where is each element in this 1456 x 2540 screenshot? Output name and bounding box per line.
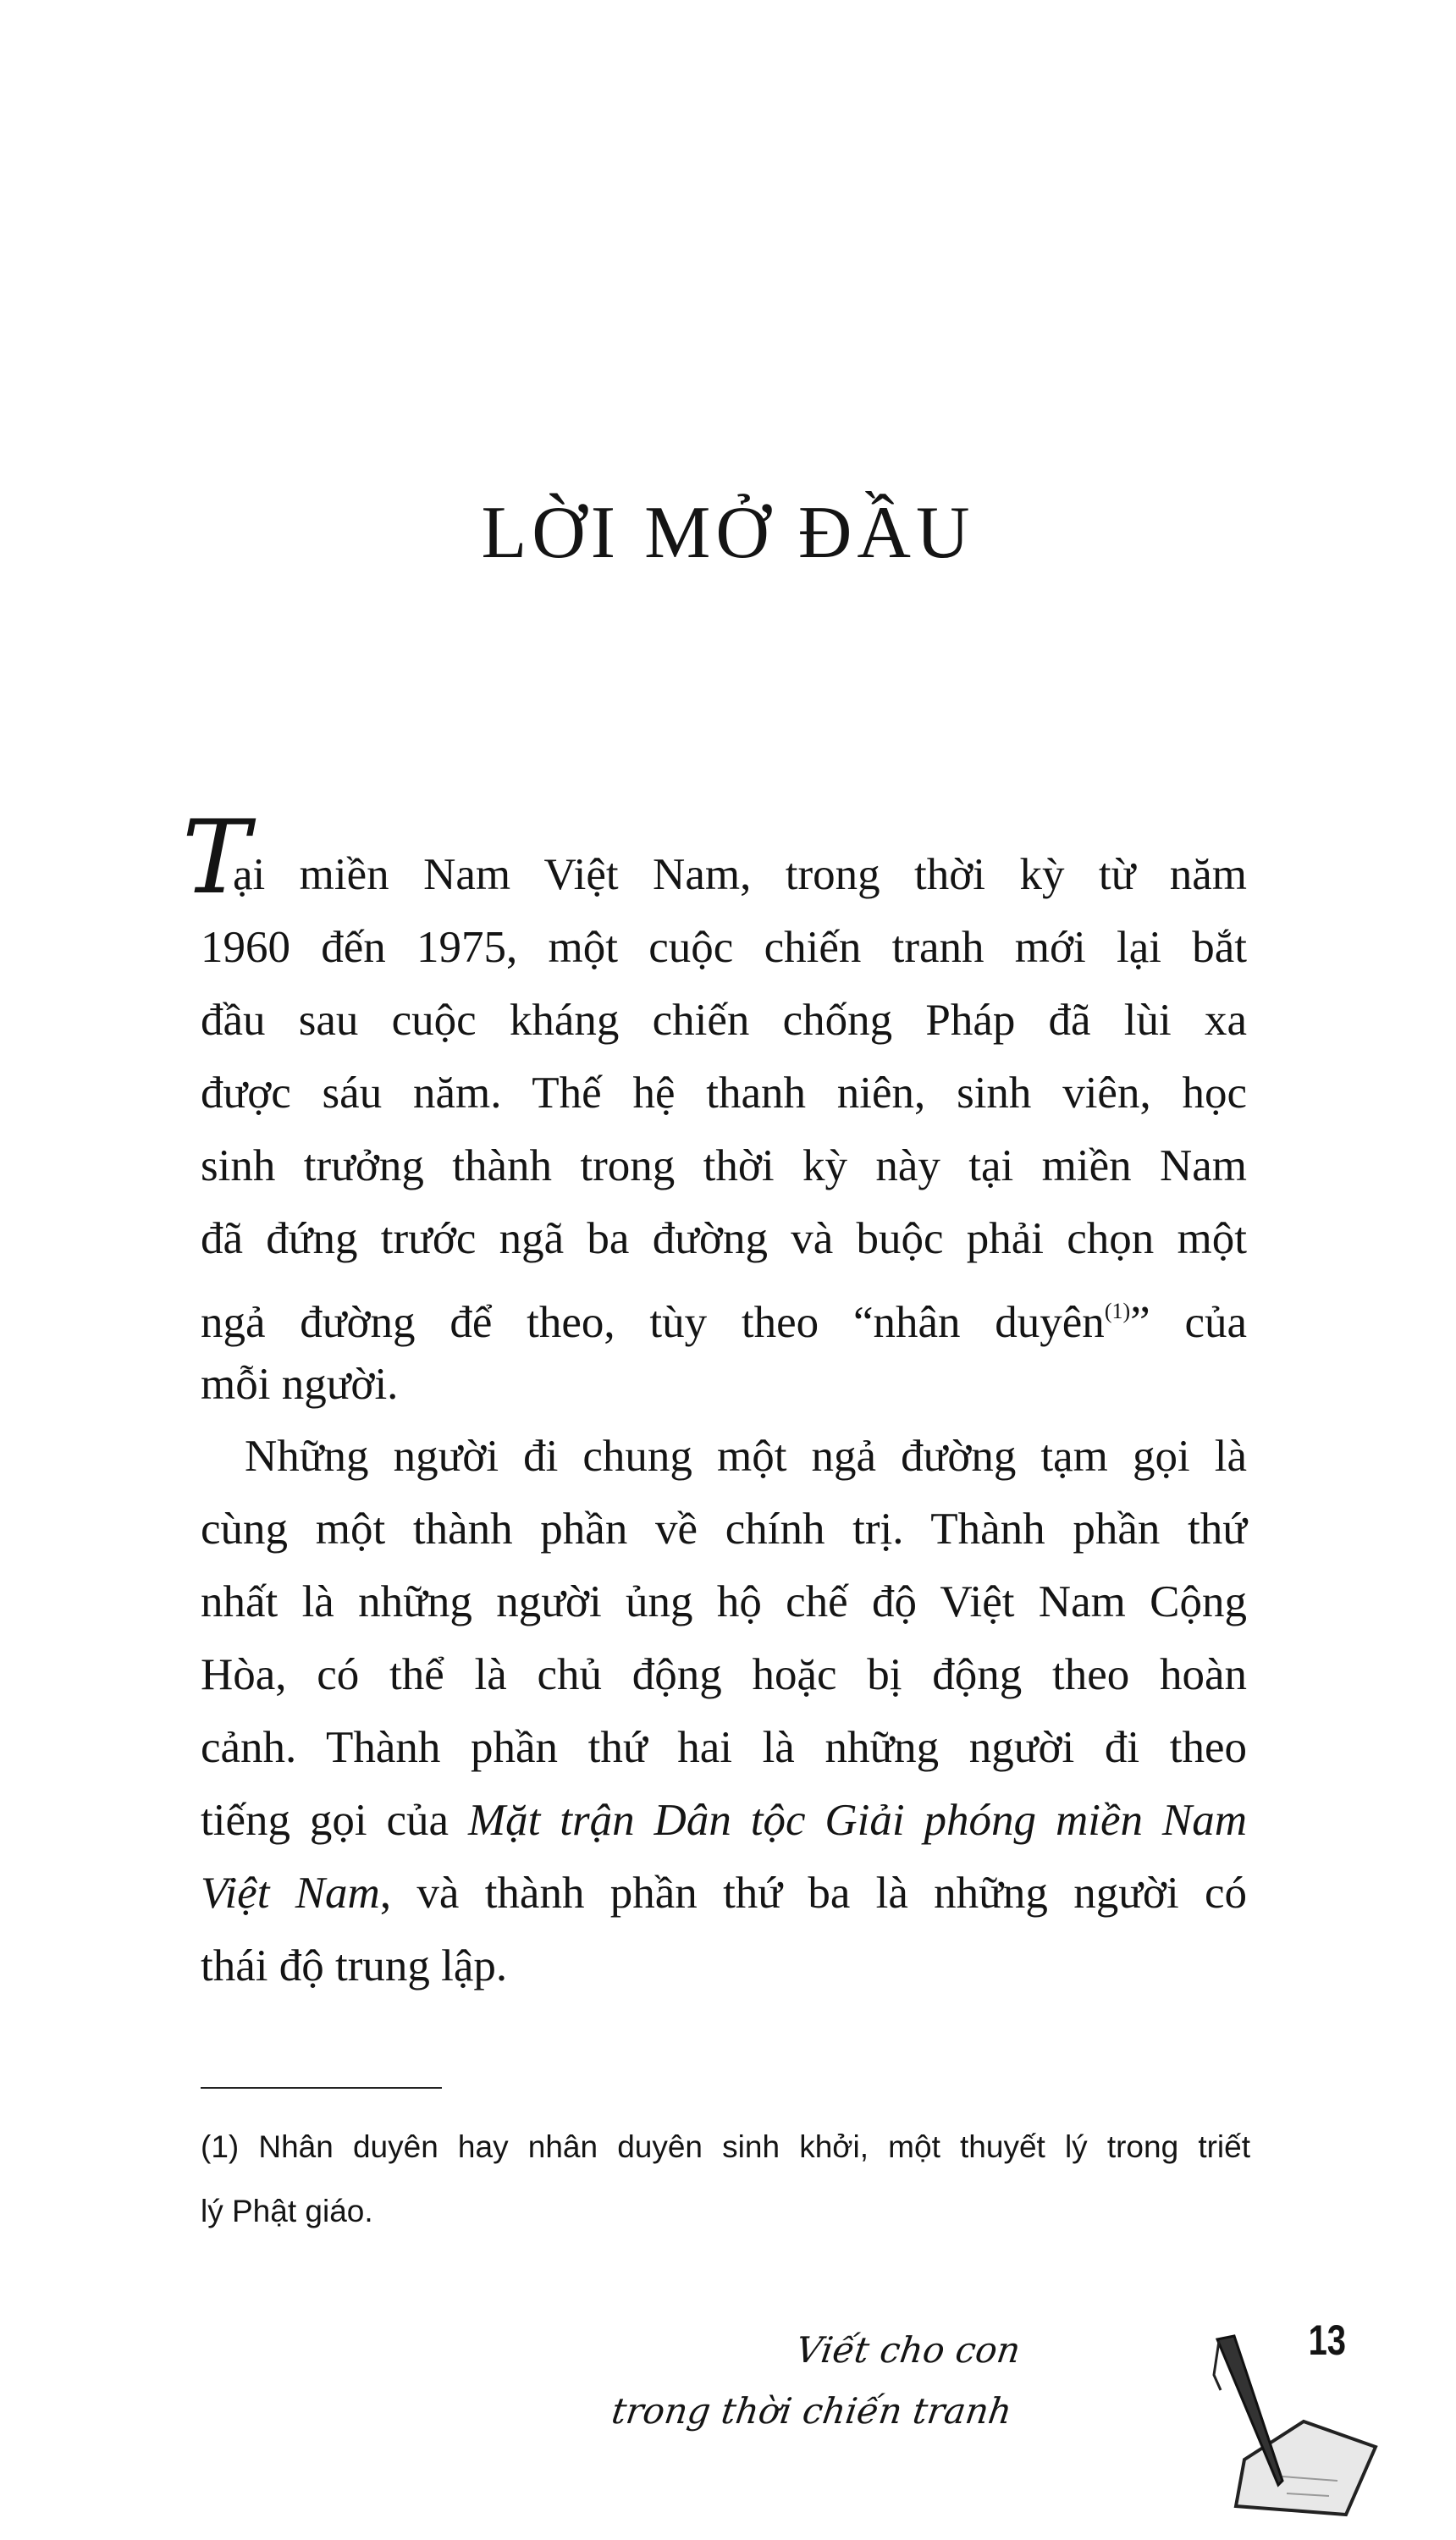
text-line — [201, 1420, 1247, 1493]
text-segment: 1960 đến 1975, một cuộc chiến tranh mới lại bắt — [201, 923, 1247, 972]
footnote-ref: (1) — [1104, 1299, 1131, 1323]
text-line — [201, 1202, 1247, 1275]
text-segment: tiếng gọi của — [201, 1796, 468, 1845]
text-segment: , và thành phần thứ ba là những người có — [379, 1869, 1247, 1918]
text-segment: Hòa, có thể là chủ động hoặc bị động theo hoàn — [201, 1650, 1247, 1699]
text-line — [201, 1057, 1247, 1129]
text-line — [201, 1275, 1247, 1348]
drop-cap: T — [182, 799, 251, 917]
text-segment: lý Phật giáo. — [201, 2194, 373, 2228]
text-segment: đầu sau cuộc kháng chiến chống Pháp đã lùi xa — [201, 996, 1247, 1045]
paragraph-1 — [182, 799, 1247, 1421]
text-segment: ngả đường để theo, tùy theo “nhân duyên — [201, 1298, 1105, 1347]
text-line — [201, 1493, 1247, 1565]
italic-text: Việt Nam — [201, 1869, 380, 1918]
text-segment: được sáu năm. Thế hệ thanh niên, sinh viên, học — [201, 1068, 1247, 1118]
chapter-title: LỜI MỞ ĐẦU — [481, 491, 975, 574]
text-line — [201, 1638, 1247, 1711]
text-segment: đã đứng trước ngã ba đường và buộc phải chọn một — [201, 1214, 1247, 1263]
italic-text: Mặt trận Dân tộc Giải phóng miền Nam — [468, 1796, 1248, 1845]
paragraph-2 — [201, 1420, 1247, 2002]
page-number: 13 — [1308, 2316, 1347, 2364]
text-line — [201, 984, 1247, 1057]
text-segment: cảnh. Thành phần thứ hai là những người đi theo — [201, 1723, 1247, 1772]
text-segment: (1) Nhân duyên hay nhân duyên sinh khởi, một thuyết lý trong triết — [201, 2129, 1250, 2164]
text-segment: ” của — [1130, 1298, 1247, 1347]
text-segment: sinh trưởng thành trong thời kỳ này tại miền Nam — [201, 1141, 1247, 1190]
footnote-divider — [201, 2087, 442, 2089]
text-line — [201, 1129, 1247, 1202]
text-segment: cùng một thành phần về chính trị. Thành phần thứ — [201, 1505, 1247, 1554]
text-line — [201, 1565, 1247, 1638]
book-title-signature — [608, 2320, 1024, 2442]
text-segment: thái độ trung lập. — [201, 1941, 508, 1991]
book-title-line2: trong thời chiến tranh — [609, 2390, 1015, 2432]
text-line — [201, 911, 1247, 984]
text-segment: nhất là những người ủng hộ chế độ Việt Nam Cộng — [201, 1577, 1247, 1626]
text-line — [201, 1784, 1247, 1857]
text-line — [201, 838, 1247, 911]
text-segment: Những người đi chung một ngả đường tạm gọi là — [245, 1432, 1247, 1481]
text-line — [201, 2115, 1250, 2179]
book-title-line1: Viết cho con — [793, 2329, 1023, 2371]
pen-and-paper-icon — [1211, 2333, 1388, 2527]
text-line — [201, 1930, 1247, 2002]
text-line — [201, 1348, 1247, 1421]
text-line — [201, 1857, 1247, 1930]
text-segment: mỗi người. — [201, 1360, 399, 1409]
footnote — [201, 2115, 1250, 2244]
text-segment: ại miền Nam Việt Nam, trong thời kỳ từ năm — [233, 850, 1247, 899]
text-line — [201, 2179, 1250, 2244]
text-line — [201, 1711, 1247, 1784]
